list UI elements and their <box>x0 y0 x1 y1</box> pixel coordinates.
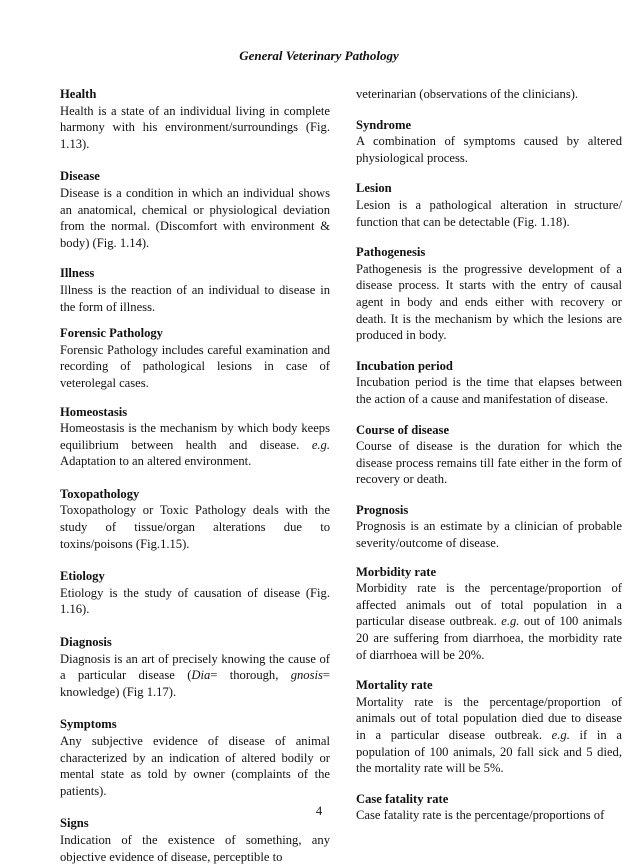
term-heading: Course of disease <box>356 422 450 437</box>
entry-homeostasis <box>60 404 330 470</box>
entry-illness <box>60 265 330 315</box>
definition-text: Homeostasis is the mechanism by which body keeps equilibrium between health and disease. e.g. Adaptation to an altered environment. <box>60 421 330 469</box>
definition-text: Case fatality rate is the percentage/proportions of <box>356 808 605 823</box>
entry-signs-continued <box>356 86 622 103</box>
term-heading: Syndrome <box>356 117 412 132</box>
term-heading: Health <box>60 87 97 101</box>
definition-text: Disease is a condition in which an individual shows an anatomical, chemical or physiological deviation from the normal. (Discomfort with environment & body) (Fig. 1.14). <box>60 185 330 250</box>
definition-text: Morbidity rate is the percentage/proportion of affected animals out of total population in a particular disease outbreak. e.g. out of 100 animals 20 are suffering from diarrhoea, the morbidity rate of diarrhoea will be 20%. <box>356 581 622 662</box>
definition-text: Health is a state of an individual living in complete harmony with his environment/surroundings (Fig. 1.13). <box>60 103 330 151</box>
entry-course-of-disease <box>356 422 622 488</box>
term-heading: Illness <box>60 266 95 281</box>
entry-etiology <box>60 568 330 618</box>
term-heading: Diagnosis <box>60 635 112 650</box>
term-heading: Mortality rate <box>356 678 433 693</box>
term-heading: Homeostasis <box>60 404 128 419</box>
definition-text: Any subjective evidence of disease of animal characterized by an indication of altered bodily or mental state as told by owner (complaints of the patients). <box>60 734 330 798</box>
entry-toxopathology <box>60 486 330 552</box>
term-heading: Morbidity rate <box>356 564 437 579</box>
definition-text: Course of disease is the duration for which the disease process remains till fate either in the form of recovery or death. <box>356 439 622 487</box>
definition-text: Mortality rate is the percentage/proportion of animals out of total population died due to disease in a particular disease outbreak. e.g. if in a population of 100 animals, 20 fall sick and 5 died, the mortality rate will be 5%. <box>356 694 622 776</box>
entry-diagnosis <box>60 634 330 700</box>
page-number: 4 <box>315 804 323 818</box>
entry-disease <box>60 168 330 251</box>
entry-prognosis <box>356 502 622 552</box>
term-heading: Incubation period <box>356 358 453 373</box>
entry-health <box>60 86 330 152</box>
definition-text: A combination of symptoms caused by altered physiological process. <box>356 134 622 165</box>
term-heading: Etiology <box>60 569 105 584</box>
definition-text: Prognosis is an estimate by a clinician of probable severity/outcome of disease. <box>356 519 622 551</box>
definition-text: Lesion is a pathological alteration in structure/ function that can be detectable (Fig. 1.18). <box>356 197 622 229</box>
entry-mortality-rate <box>356 677 622 777</box>
running-head: General Veterinary Pathology <box>239 48 399 63</box>
definition-text: Forensic Pathology includes careful examination and recording of pathological lesions in case of veterolegal cases. <box>60 342 330 390</box>
left-column <box>60 86 330 865</box>
definition-text: Incubation period is the time that elapses between the action of a cause and manifestation of disease. <box>356 375 622 406</box>
term-heading: Forensic Pathology <box>60 326 163 341</box>
term-heading: Prognosis <box>356 502 409 517</box>
definition-text: Diagnosis is an art of precisely knowing the cause of a particular disease (Dia= thorough, gnosis= knowledge) (Fig 1.17). <box>60 651 330 699</box>
entry-morbidity-rate <box>356 564 622 664</box>
term-heading: Symptoms <box>60 717 117 732</box>
entry-pathogenesis <box>356 244 622 344</box>
right-column <box>356 86 622 824</box>
definition-text: Etiology is the study of causation of disease (Fig. 1.16). <box>60 585 330 617</box>
entry-symptoms <box>60 716 330 799</box>
term-heading: Case fatality rate <box>356 791 449 806</box>
entry-lesion <box>356 180 622 230</box>
entry-incubation-period <box>356 358 622 408</box>
definition-text: Illness is the reaction of an individual to disease in the form of illness. <box>60 282 330 314</box>
definition-text: veterinarian (observations of the clinicians). <box>356 87 579 101</box>
entry-syndrome <box>356 117 622 167</box>
term-heading: Disease <box>60 169 100 184</box>
definition-text: Toxopathology or Toxic Pathology deals with the study of tissue/organ alterations due to toxins/poisons (Fig.1.15). <box>60 503 330 551</box>
definition-text: Pathogenesis is the progressive development of a disease process. It starts with the entry of causal agent in body and ends either with recovery or death. It is the mechanism by which the lesions are produced in body. <box>356 261 622 343</box>
term-heading: Signs <box>60 816 89 831</box>
term-heading: Lesion <box>356 181 392 196</box>
definition-text: Indication of the existence of something, any objective evidence of disease, perceptible to <box>60 832 330 864</box>
entry-forensic-pathology <box>60 325 330 391</box>
term-heading: Pathogenesis <box>356 245 426 260</box>
entry-signs <box>60 815 330 865</box>
term-heading: Toxopathology <box>60 486 140 501</box>
